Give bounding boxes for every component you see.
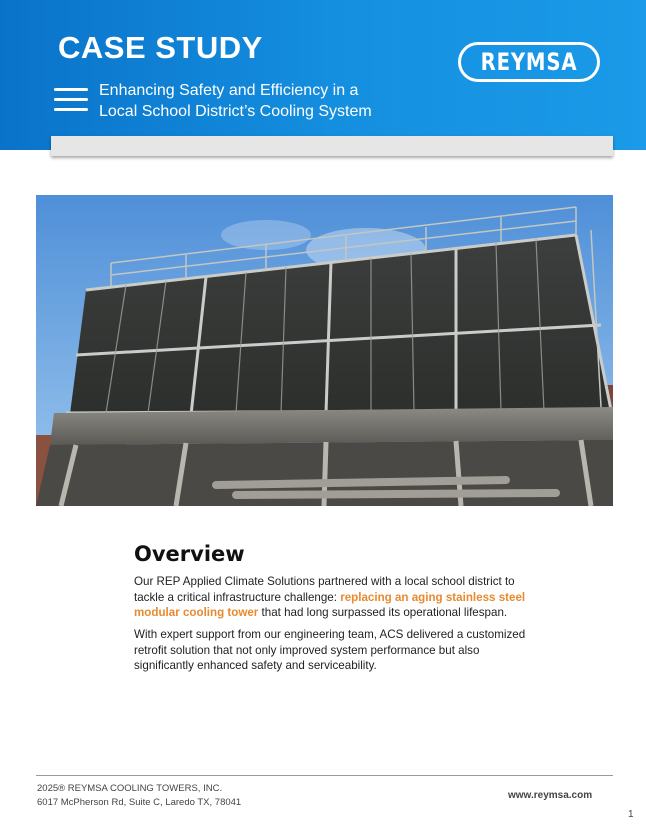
logo-text: REYMSA bbox=[480, 48, 578, 76]
overview-paragraph-1 bbox=[134, 574, 574, 621]
footer-address: 6017 McPherson Rd, Suite C, Laredo TX, 78041 bbox=[37, 797, 242, 808]
p1-line-3 bbox=[134, 605, 574, 621]
cooling-tower-photo bbox=[36, 195, 613, 506]
p2-line-1: With expert support from our engineering team, ACS delivered a customized bbox=[134, 628, 526, 641]
case-study-title: CASE STUDY bbox=[58, 30, 263, 65]
p1-line-1: Our REP Applied Climate Solutions partnered with a local school district to bbox=[134, 575, 515, 588]
header-banner bbox=[0, 0, 646, 150]
overview-heading: Overview bbox=[134, 542, 245, 566]
subtitle-line-2: Local School District’s Cooling System bbox=[99, 103, 372, 120]
p2-line-2: retrofit solution that not only improved system performance but also bbox=[134, 643, 480, 657]
p2-line-3: significantly enhanced safety and serviceability. bbox=[134, 659, 377, 672]
highlight-text: modular cooling tower bbox=[134, 606, 259, 619]
overview-paragraph-2 bbox=[134, 627, 574, 674]
highlight-text: replacing an aging stainless steel bbox=[340, 590, 526, 604]
case-study-subtitle bbox=[99, 80, 429, 122]
p1-line-2-text: tackle a critical infrastructure challenge: bbox=[134, 590, 341, 604]
subtitle-line-1: Enhancing Safety and Efficiency in a bbox=[99, 82, 359, 99]
reymsa-logo[interactable] bbox=[458, 42, 600, 82]
header-divider-bar bbox=[51, 136, 613, 156]
footer-divider bbox=[36, 775, 613, 776]
footer-company-info bbox=[37, 782, 241, 810]
footer-copyright: 2025® REYMSA COOLING TOWERS, INC. bbox=[37, 783, 223, 794]
p1-line-2 bbox=[134, 590, 574, 606]
footer-website-link[interactable]: www.reymsa.com bbox=[508, 790, 593, 801]
page-number: 1 bbox=[628, 809, 634, 820]
menu-icon[interactable] bbox=[54, 88, 88, 112]
p1-line-3-text: that had long surpassed its operational lifespan. bbox=[258, 606, 508, 619]
